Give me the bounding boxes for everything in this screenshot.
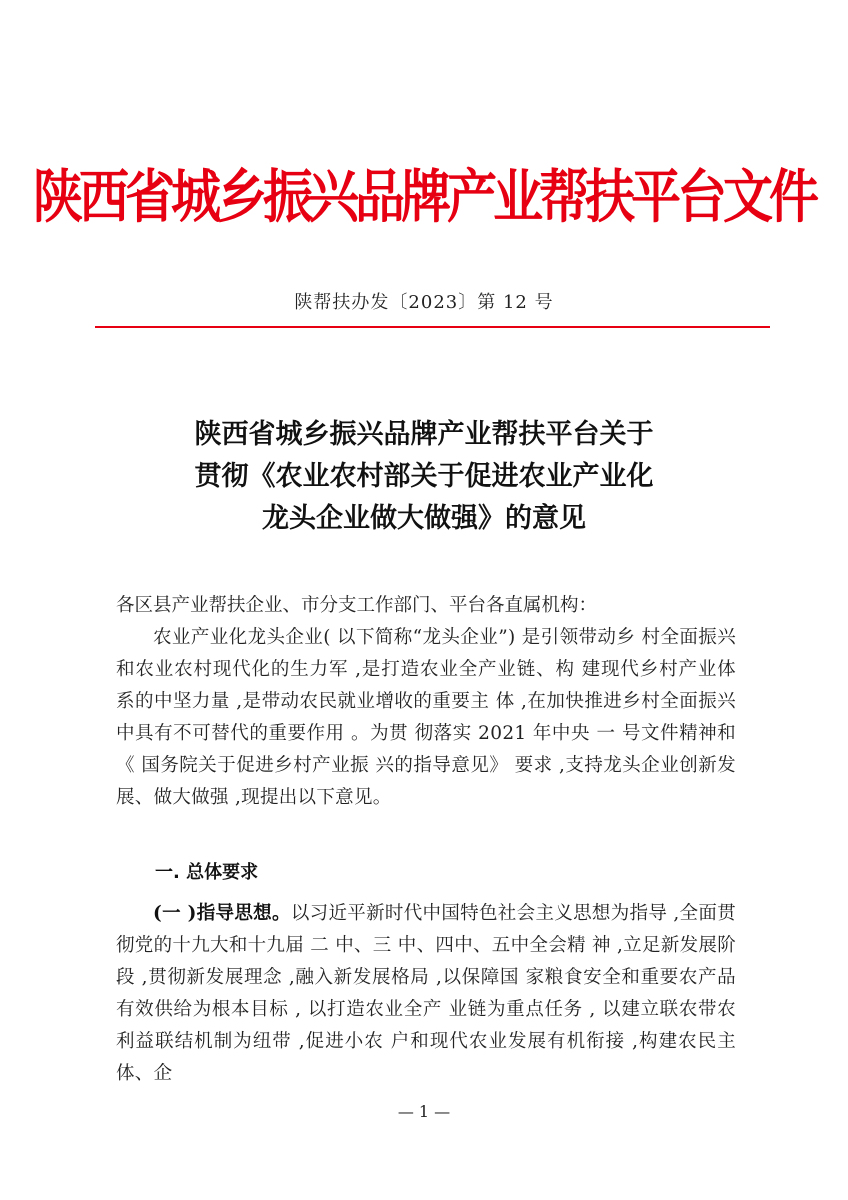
document-header-title: 陕西省城乡振兴品牌产业帮扶平台文件: [33, 163, 815, 231]
page-number: — 1 —: [397, 1102, 451, 1121]
document-title-line-1: 陕西省城乡振兴品牌产业帮扶平台关于: [194, 419, 654, 450]
document-title-line-3: 龙头企业做大做强》的意见: [262, 503, 586, 534]
document-number: 陕帮扶办发〔2023〕第 12 号: [294, 292, 554, 313]
document-body: [116, 590, 736, 814]
paragraph-intro: 农业产业化龙头企业( 以下简称“龙头企业”) 是引领带动乡 村全面振兴和农业农村现代化的生力军 ,是打造农业全产业链、构 建现代乡村产业体系的中坚力量 ,是带动农民就业增收的重要主 体 ,在加快推进乡村全面振兴中具有不可替代的重要作用 。为贯 彻落实 2021 年中央 一 号文件精神和《 国务院关于促进乡村产业振 兴的指导意见》 要求 ,支持龙头企业创新发展、做大做强 ,现提出以下意见。: [116, 627, 736, 808]
salutation: 各区县产业帮扶企业、市分支工作部门、平台各直属机构：: [116, 595, 598, 616]
document-title: [0, 414, 848, 540]
paragraph-text: 以习近平新时代中国特色社会主义思想为指导 ,全面贯彻党的十九大和十九届 二 中、三 中、四中、五中全会精 神 ,立足新发展阶段 ,贯彻新发展理念 ,融入新发展格局 ,以保障国 家粮食安全和重要农产品有效供给为根本目标 , 以打造农业全产 业链为重点任务 , 以建立联农带农利益联结机制为纽带 ,促进小农 户和现代农业发展有机衔接 ,构建农民主体、企: [116, 903, 736, 1084]
paragraph-guiding-ideology: [116, 898, 736, 1090]
paragraph-lead: (一 )指导思想。: [153, 903, 291, 924]
document-title-line-2: 贯彻《农业农村部关于促进农业产业化: [194, 461, 654, 492]
header-divider: [95, 326, 770, 328]
section-heading-general-requirements: 一. 总体要求: [155, 862, 259, 883]
